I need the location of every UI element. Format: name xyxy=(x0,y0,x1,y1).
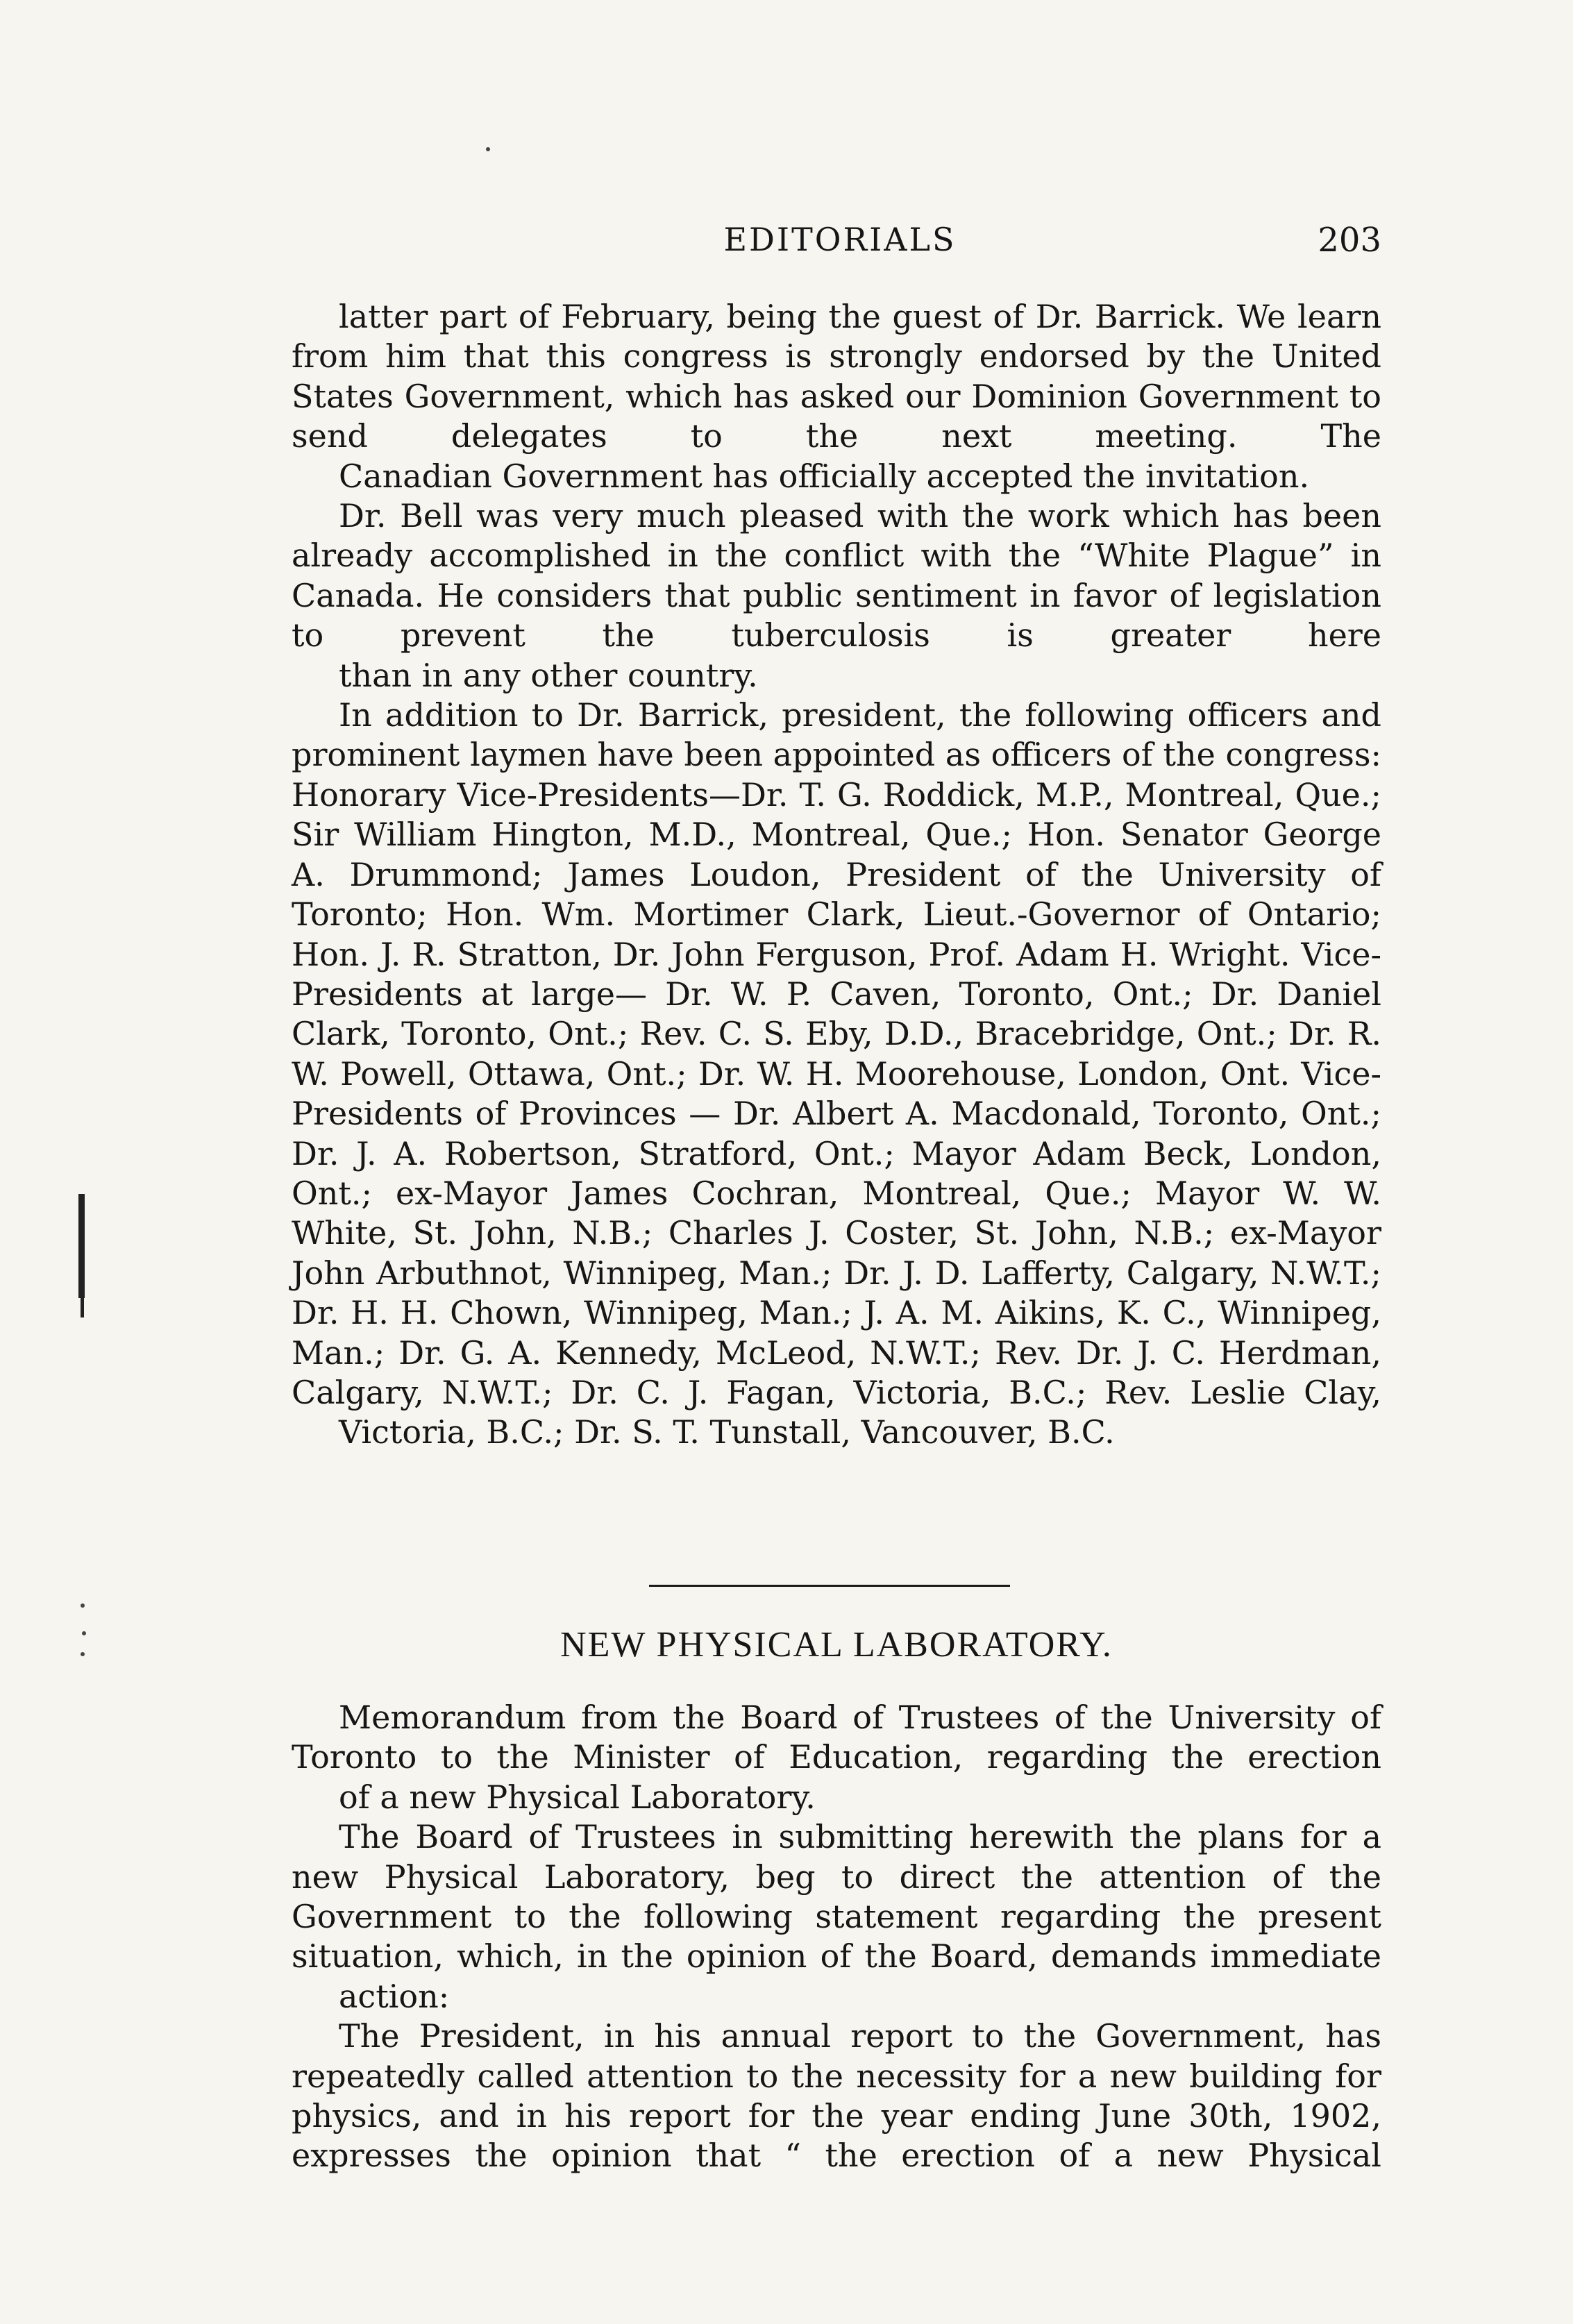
paragraph-text: latter part of February, being the guest of Dr. Barrick. We learn from him that this congress is strongly endorsed by the United States Government, which has asked our Dominion Government to send delegates to the next meeting. The xyxy=(292,298,1381,455)
paragraph xyxy=(292,496,1381,696)
paragraph xyxy=(292,1698,1381,1817)
paragraph xyxy=(292,1817,1381,2016)
page-number: 203 xyxy=(1318,221,1381,260)
paragraph-last-line: Canadian Government has officially accepted the invitation. xyxy=(339,457,1310,495)
margin-scan-dot xyxy=(81,1603,85,1608)
running-title: EDITORIALS xyxy=(723,221,957,258)
section-divider-rule xyxy=(649,1585,1010,1587)
paragraph-last-line: than in any other country. xyxy=(339,656,758,694)
paragraph xyxy=(292,696,1381,1453)
article-body-laboratory xyxy=(292,1698,1381,2176)
paragraph-text: Dr. Bell was very much pleased with the work which has been already accomplished in the conflict with the “White Plague” in Canada. He considers that public sentiment in favor of legislation to prevent the tuberculosis is greater here xyxy=(292,497,1381,655)
margin-scan-dot xyxy=(81,1652,85,1656)
paragraph-last-line: action: xyxy=(339,1977,450,2015)
paragraph-last-line: Victoria, B.C.; Dr. S. T. Tunstall, Vancouver, B.C. xyxy=(339,1413,1115,1451)
article-body-editorial xyxy=(292,297,1381,1453)
section-heading: NEW PHYSICAL LABORATORY. xyxy=(560,1625,1113,1665)
margin-scan-mark xyxy=(81,1298,84,1317)
margin-scan-dot xyxy=(486,147,490,151)
paragraph-text: The Board of Trustees in submitting herewith the plans for a new Physical Laboratory, beg to direct the attention of the Government to the following statement regarding the present situation, which, in the opinion of the Board, demands immediate xyxy=(292,1818,1381,1976)
paragraph-text: In addition to Dr. Barrick, president, the following officers and prominent laymen have been appointed as officers of the congress: Honorary Vice-Presidents—Dr. T. G. Roddick, M.P., Montreal, Que.; Sir William Hington, M.D., Montreal, Que.; Hon. Senator George A. Drummond; James Loudon, President of the University of Toronto; Hon. Wm. Mortimer Clark, Lieut.-Governor of Ontario; Hon. J. R. Stratton, Dr. John Ferguson, Prof. Adam H. Wright. Vice-Presidents at large— Dr. W. P. Caven, Toronto, Ont.; Dr. Daniel Clark, Toronto, Ont.; Rev. C. S. Eby, D.D., Bracebridge, Ont.; Dr. R. W. Powell, Ottawa, Ont.; Dr. W. H. Moorehouse, London, Ont. Vice-Presidents of Provinces — Dr. Albert A. Macdonald, Toronto, Ont.; Dr. J. A. Robertson, Stratford, Ont.; Mayor Adam Beck, London, Ont.; ex-Mayor James Cochran, Montreal, Que.; Mayor W. W. White, St. John, N.B.; Charles J. Coster, St. John, N.B.; ex-Mayor John Arbuthnot, Winnipeg, Man.; Dr. J. D. Lafferty, Calgary, N.W.T.; Dr. H. H. Chown, Winnipeg, Man.; J. A. M. Aikins, K. C., Winnipeg, Man.; Dr. G. A. Kennedy, McLeod, N.W.T.; Rev. Dr. J. C. Herdman, Calgary, N.W.T.; Dr. C. J. Fagan, Victoria, B.C.; Rev. Leslie Clay, xyxy=(292,696,1381,1411)
paragraph-text: The President, in his annual report to the Government, has repeatedly called attention to the necessity for a new building for physics, and in his report for the year ending June 30th, 1902, expresses the opinion that “ the erection of a new Physical xyxy=(292,2017,1381,2175)
paragraph xyxy=(292,297,1381,496)
margin-scan-mark xyxy=(78,1194,85,1298)
margin-scan-dot xyxy=(82,1631,86,1635)
paragraph-last-line: of a new Physical Laboratory. xyxy=(339,1778,816,1816)
running-head xyxy=(298,221,1381,269)
paragraph xyxy=(292,2016,1381,2176)
paragraph-text: Memorandum from the Board of Trustees of the University of Toronto to the Minister of Education, regarding the erection xyxy=(292,1699,1381,1776)
